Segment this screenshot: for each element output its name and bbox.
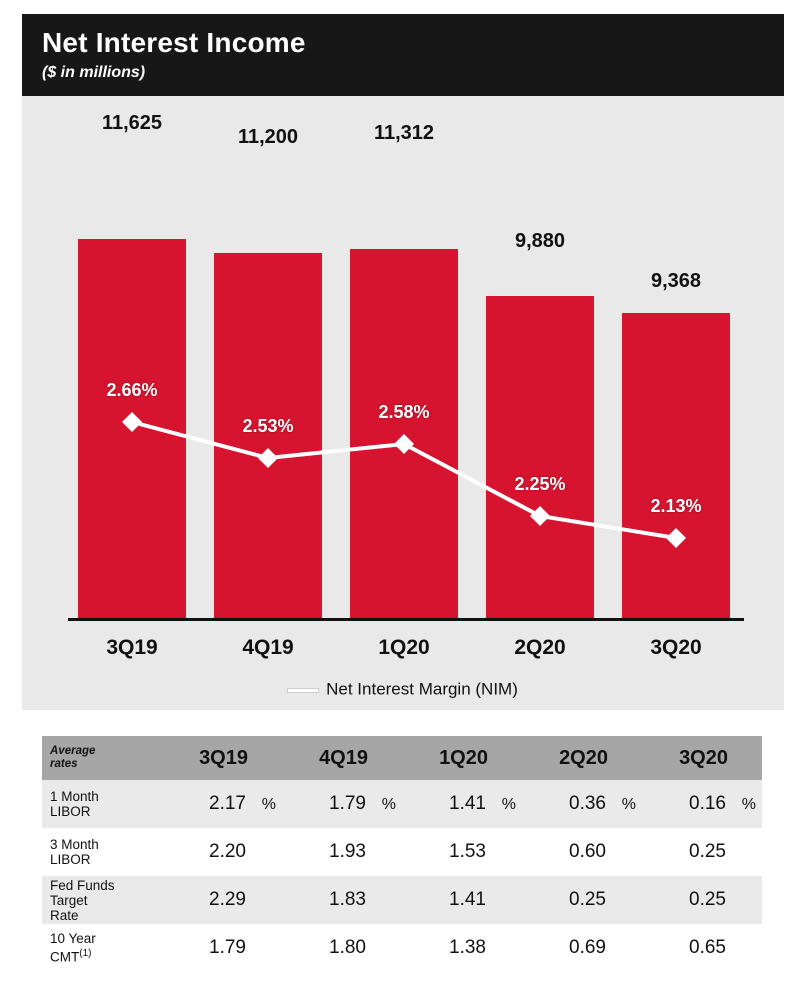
table-corner-label-line2: rates: [50, 758, 78, 770]
cell-1month-libor-3q20: 0.16 %: [642, 780, 762, 828]
cell-1month-libor-1q20: 1.41 %: [402, 780, 522, 828]
row-label-line1: Fed Funds Target: [50, 877, 115, 908]
header-band: [22, 14, 784, 96]
cell-fed-funds-4q19: 1.83: [282, 876, 402, 924]
cell-3month-libor-2q20: 0.60: [522, 828, 642, 876]
table-row: [42, 828, 762, 876]
nim-value-1q20: 2.58%: [378, 402, 430, 422]
table-row: [42, 780, 762, 828]
x-tick-3q19: 3Q19: [106, 636, 158, 659]
cell-3month-libor-3q20: 0.25: [642, 828, 762, 876]
row-label-3month-libor: [42, 828, 162, 876]
nim-value-3q19: 2.66%: [106, 380, 158, 400]
table-header-row: [42, 736, 762, 780]
table-row: [42, 924, 762, 972]
row-label-line2: Rate: [50, 907, 79, 923]
x-tick-1q20: 1Q20: [378, 636, 430, 659]
bar-value-1q20: 11,312: [373, 122, 435, 144]
cell-fed-funds-3q19: 2.29: [162, 876, 282, 924]
chart-plot-area: [22, 96, 784, 710]
cell-10year-cmt-4q19: 1.80: [282, 924, 402, 972]
cell-10year-cmt-2q20: 0.69: [522, 924, 642, 972]
row-label-1month-libor: [42, 780, 162, 828]
cell-3month-libor-4q19: 1.93: [282, 828, 402, 876]
nim-value-3q20: 2.13%: [650, 496, 702, 516]
chart-panel: [22, 96, 784, 710]
page-subtitle: ($ in millions): [42, 64, 146, 81]
x-tick-2q20: 2Q20: [514, 636, 566, 659]
row-label-line2: CMT$^{(1)}$: [50, 948, 92, 965]
cell-10year-cmt-3q19: 1.79: [162, 924, 282, 972]
page-title: Net Interest Income: [42, 27, 306, 58]
table-col-4q19: 4Q19: [282, 736, 402, 780]
cell-fed-funds-3q20: 0.25: [642, 876, 762, 924]
nim-value-4q19: 2.53%: [242, 416, 294, 436]
cell-fed-funds-2q20: 0.25: [522, 876, 642, 924]
bar-value-3q19: 11,625: [101, 112, 163, 134]
nim-value-2q20: 2.25%: [514, 474, 566, 494]
average-rates-table: [42, 736, 762, 972]
table-corner-label: [42, 736, 162, 780]
table-col-3q20: 3Q20: [642, 736, 762, 780]
x-tick-4q19: 4Q19: [242, 636, 294, 659]
bar-value-3q20: 9,368: [650, 270, 702, 292]
row-label-line1: 1 Month: [50, 789, 99, 804]
cell-1month-libor-3q19: 2.17 %: [162, 780, 282, 828]
cell-fed-funds-1q20: 1.41: [402, 876, 522, 924]
x-tick-3q20: 3Q20: [650, 636, 702, 659]
row-label-10year-cmt: [42, 924, 162, 972]
cell-1month-libor-4q19: 1.79 %: [282, 780, 402, 828]
bar-value-4q19: 11,200: [237, 126, 299, 148]
table-row: [42, 876, 762, 924]
table-corner-label-line1: Average: [50, 745, 96, 757]
cell-1month-libor-2q20: 0.36 %: [522, 780, 642, 828]
legend-label-nim: Net Interest Margin (NIM): [326, 680, 518, 699]
row-label-line1: 10 Year: [50, 931, 96, 947]
chart-legend: [22, 679, 784, 700]
cell-10year-cmt-3q20: 0.65: [642, 924, 762, 972]
row-label-line1: 3 Month: [50, 837, 99, 852]
x-axis-line: [68, 618, 744, 621]
row-label-fed-funds-target-rate: [42, 876, 162, 924]
table-col-2q20: 2Q20: [522, 736, 642, 780]
row-label-line2: LIBOR: [50, 852, 91, 867]
table-col-1q20: 1Q20: [402, 736, 522, 780]
cell-3month-libor-1q20: 1.53: [402, 828, 522, 876]
table-col-3q19: 3Q19: [162, 736, 282, 780]
bar-value-2q20: 9,880: [514, 230, 566, 252]
cell-3month-libor-3q19: 2.20: [162, 828, 282, 876]
legend-line-swatch: [288, 689, 318, 692]
row-label-line2: LIBOR: [50, 804, 91, 819]
footnote-marker: (1): [79, 948, 92, 960]
cell-10year-cmt-1q20: 1.38: [402, 924, 522, 972]
